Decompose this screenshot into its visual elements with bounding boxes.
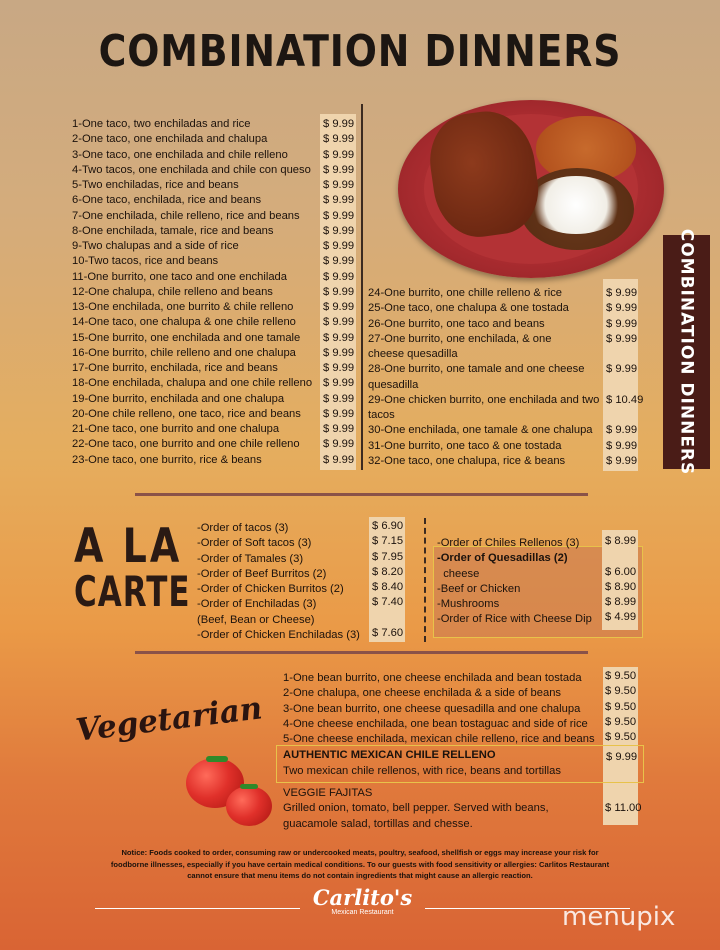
combination-item: 8-One enchilada, tamale, rice and beans: [72, 224, 274, 237]
alacarte-item-label: -Mushrooms: [437, 598, 500, 610]
alacarte-item: [437, 534, 643, 549]
alacarte-item: [197, 611, 409, 626]
veggie-fajitas-title: VEGGIE FAJITAS: [283, 787, 373, 799]
combination-item: 11-One burrito, one taco and one enchilada: [72, 270, 287, 283]
section-divider: [135, 493, 588, 496]
chile-relleno-price: $ 9.99: [606, 751, 638, 763]
combination-item-line: 31-One burrito, one taco & one tostada: [368, 439, 562, 452]
alacarte-item-price: $ 6.00: [605, 565, 637, 578]
vegetarian-item: [283, 700, 643, 715]
alacarte-list-left: [197, 519, 409, 641]
vegetarian-item-label: 5-One cheese enchilada, mexican chile relleno, rice and beans: [283, 733, 595, 745]
combination-item-price: $ 9.99: [323, 407, 355, 420]
notice-line-3: cannot ensure that menu items do not contain ingredients that might cause an allergic reaction.: [187, 871, 533, 880]
alacarte-item-label: -Order of Quesadillas (2): [437, 552, 568, 565]
combination-item: 21-One taco, one burrito and one chalupa: [72, 423, 280, 435]
alacarte-item-label: -Order of Chicken Burritos (2): [197, 583, 344, 595]
alacarte-item: [197, 534, 409, 549]
combination-item-price: $ 9.99: [323, 255, 355, 268]
combination-item-price: $ 9.99: [323, 331, 355, 344]
combination-item: 5-Two enchiladas, rice and beans: [72, 179, 239, 191]
vegetarian-title: Vegetarian: [73, 690, 265, 749]
page-title: COMBINATION DINNERS: [98, 26, 622, 77]
combination-item-price: $ 9.99: [606, 439, 638, 452]
combination-item-line: 24-One burrito, one chille relleno & rice: [368, 287, 563, 299]
alacarte-item-price: $ 8.20: [372, 565, 404, 578]
vegetarian-item-price: $ 9.50: [605, 731, 637, 743]
alacarte-item-price: $ 7.60: [372, 626, 404, 639]
combination-item-price: $ 9.99: [323, 453, 355, 466]
combination-item-price: $ 9.99: [323, 362, 355, 374]
alacarte-item-label: -Order of tacos (3): [197, 522, 289, 534]
combination-prices-left: [320, 117, 358, 468]
menupix-watermark: menupix: [562, 902, 676, 932]
combination-item-price: $ 9.99: [606, 302, 638, 315]
alacarte-item-label: -Order of Chicken Enchiladas (3): [197, 628, 360, 641]
alacarte-item: [197, 565, 409, 580]
notice-line-1: Notice: Foods cooked to order, consuming raw or undercooked meats, poultry, seafood, shellfish or eggs may increase your risk for: [121, 848, 599, 857]
alacarte-item-price: $ 8.99: [605, 535, 637, 547]
combination-item-price: $ 9.99: [323, 301, 355, 313]
vegetarian-item-label: 4-One cheese enchilada, one bean tostaguac and side of rice: [283, 717, 588, 730]
combination-item-price: $ 9.99: [323, 240, 355, 252]
alacarte-item-price: $ 8.99: [605, 596, 637, 608]
vegetarian-item-price: $ 9.50: [605, 670, 637, 682]
alacarte-item: [437, 549, 643, 564]
alacarte-item-price: $ 4.99: [605, 611, 637, 624]
combination-item: 14-One taco, one chalupa & one chile relleno: [72, 316, 296, 329]
alacarte-item-label: (Beef, Bean or Cheese): [197, 613, 315, 626]
vegetarian-list: [283, 669, 643, 745]
section-divider-2: [135, 651, 588, 654]
combination-item: 7-One enchilada, chile relleno, rice and beans: [72, 209, 300, 222]
combination-list-left: [72, 117, 322, 468]
alacarte-item-label: -Order of Enchiladas (3): [197, 598, 317, 611]
alacarte-item-price: $ 7.15: [372, 535, 404, 548]
veggie-fajitas-price: $ 11.00: [605, 802, 642, 814]
combination-item-price: $ 9.99: [323, 316, 355, 329]
alacarte-item-label: -Order of Soft tacos (3): [197, 537, 312, 550]
combination-item: 17-One burrito, enchilada, rice and beans: [72, 362, 278, 374]
restaurant-logo: [300, 885, 425, 916]
alacarte-list-right: [437, 534, 643, 626]
chile-relleno-title: AUTHENTIC MEXICAN CHILE RELLENO: [283, 749, 496, 761]
restaurant-logo-name: Carlito's: [312, 885, 413, 910]
veggie-fajitas-description-2: guacamole salad, tortillas and chesse.: [283, 818, 473, 830]
vegetarian-item-label: 1-One bean burrito, one cheese enchilada and bean tostada: [283, 672, 582, 684]
combination-item-price: $ 9.99: [606, 332, 638, 345]
footer-line-left: [95, 908, 300, 909]
vegetarian-item-price: $ 9.50: [605, 715, 637, 728]
alacarte-logo-line-2: CARTE: [74, 567, 191, 617]
alacarte-item-label: -Order of Tamales (3): [197, 552, 304, 565]
alacarte-item: [197, 580, 409, 595]
vegetarian-item: [283, 715, 643, 730]
combination-item-price: $ 9.99: [606, 424, 638, 437]
alacarte-dashed-divider: [424, 518, 426, 642]
combination-item: 16-One burrito, chile relleno and one chalupa: [72, 346, 296, 359]
combination-item-line: 29-One chicken burrito, one enchilada and two: [368, 393, 600, 406]
vegetarian-item-label: 3-One bean burrito, one cheese quesadilla and one chalupa: [283, 702, 581, 715]
alacarte-item: [197, 519, 409, 534]
vegetarian-item: [283, 730, 643, 745]
combination-item-line: tacos: [368, 409, 395, 421]
combination-item-line: 32-One taco, one chalupa, rice & beans: [368, 454, 566, 467]
combination-item: 18-One enchilada, chalupa and one chile relleno: [72, 377, 313, 390]
alacarte-item-label: -Order of Beef Burritos (2): [197, 567, 327, 580]
chile-relleno-description: Two mexican chile rellenos, with rice, beans and tortillas: [283, 765, 561, 777]
combination-item-price: $ 9.99: [323, 270, 355, 283]
combination-item: [368, 362, 640, 393]
combination-item-price: $ 9.99: [323, 194, 355, 207]
combination-item-line: quesadilla: [368, 378, 419, 391]
combination-item-price: $ 9.99: [323, 148, 355, 161]
alacarte-item-price: $ 6.90: [372, 520, 404, 532]
combination-item-line: 30-One enchilada, one tamale & one chalupa: [368, 424, 593, 437]
alacarte-item-label: -Order of Chiles Rellenos (3): [437, 537, 580, 549]
combination-item: 13-One enchilada, one burrito & chile relleno: [72, 301, 294, 313]
combination-item: [368, 317, 640, 332]
combination-item: 23-One taco, one burrito, rice & beans: [72, 453, 262, 466]
combination-item: [368, 423, 640, 438]
combination-list-right: [368, 286, 644, 469]
combination-item: 22-One taco, one burrito and one chile relleno: [72, 438, 300, 451]
alacarte-item: [437, 580, 643, 595]
combination-item: [368, 332, 640, 363]
combination-item-price: $ 9.99: [323, 209, 355, 222]
combination-item-price: $ 9.99: [323, 285, 355, 298]
combination-item: 4-Two tacos, one enchilada and chile con queso: [72, 163, 311, 176]
allergy-notice: [70, 847, 650, 882]
combination-item-line: cheese quesadilla: [368, 348, 458, 360]
combination-item: 20-One chile relleno, one taco, rice and beans: [72, 407, 301, 420]
combination-item: 1-One taco, two enchiladas and rice: [72, 118, 251, 130]
vegetarian-item-price: $ 9.50: [605, 685, 637, 698]
tomato-stem-icon-2: [240, 784, 258, 789]
alacarte-item: [197, 626, 409, 641]
combination-item-price: $ 9.99: [323, 118, 355, 130]
side-tab-label: COMBINATION DINNERS: [676, 228, 697, 476]
cheese-topping: [528, 176, 624, 234]
combination-item-price: $ 10.49: [606, 393, 644, 406]
combination-item-price: $ 9.99: [323, 438, 355, 451]
alacarte-item-label: -Beef or Chicken: [437, 582, 521, 595]
alacarte-item-price: $ 7.40: [372, 596, 404, 609]
combination-item: 2-One taco, one enchilada and chalupa: [72, 133, 268, 146]
combination-item: [368, 454, 640, 469]
combination-item: 19-One burrito, enchilada and one chalupa: [72, 392, 285, 405]
combination-item-price: $ 9.99: [323, 392, 355, 405]
combination-item: [368, 439, 640, 454]
alacarte-item-price: $ 7.95: [372, 550, 404, 563]
tomato-stem-icon: [206, 756, 228, 762]
vegetarian-item: [283, 669, 643, 684]
veggie-fajitas-description-1: Grilled onion, tomato, bell pepper. Served with beans,: [283, 802, 549, 814]
combination-item-price: $ 9.99: [606, 317, 638, 330]
tomato-icon-2: [226, 786, 272, 826]
column-divider: [361, 104, 363, 470]
combination-item: [368, 301, 640, 316]
alacarte-item: [437, 610, 643, 625]
combination-item-price: $ 9.99: [323, 423, 355, 435]
combination-item: 9-Two chalupas and a side of rice: [72, 240, 239, 252]
combination-item-price: $ 9.99: [606, 454, 638, 467]
alacarte-item-price: $ 8.90: [605, 580, 637, 593]
combination-item: 15-One burrito, one enchilada and one tamale: [72, 331, 301, 344]
combination-item: 10-Two tacos, rice and beans: [72, 255, 219, 268]
alacarte-item-label: -Order of Rice with Cheese Dip: [437, 613, 592, 626]
combination-item-line: 28-One burrito, one tamale and one cheese: [368, 363, 585, 376]
notice-line-2: foodborne illnesses, especially if you have certain medical conditions. To our guests with food sensitivity or allergies: Carlitos Restaurant: [110, 859, 610, 869]
combination-item: 3-One taco, one enchilada and chile relleno: [72, 148, 288, 161]
alacarte-item-label: cheese: [437, 567, 480, 580]
combination-item-price: $ 9.99: [323, 179, 355, 191]
combination-item-price: $ 9.99: [606, 287, 638, 299]
combination-item-price: $ 9.99: [606, 363, 638, 376]
restaurant-logo-subtitle: Mexican Restaurant: [331, 909, 394, 916]
combination-item-line: 26-One burrito, one taco and beans: [368, 317, 545, 330]
combination-item: 12-One chalupa, chile relleno and beans: [72, 285, 273, 298]
vegetarian-item: [283, 684, 643, 699]
combination-item-price: $ 9.99: [323, 133, 355, 146]
combination-item: [368, 393, 644, 424]
vegetarian-item-price: $ 9.50: [605, 700, 637, 713]
alacarte-logo-line-1: A LA: [74, 518, 183, 574]
combination-item-line: 25-One taco, one chalupa & one tostada: [368, 302, 569, 315]
combination-dinners-side-tab: [663, 228, 710, 476]
combination-item-line: 27-One burrito, one enchilada, & one: [368, 332, 552, 345]
combination-item-price: $ 9.99: [323, 377, 355, 390]
combination-item: 6-One taco, enchilada, rice and beans: [72, 194, 262, 207]
alacarte-item-price: $ 8.40: [372, 581, 404, 593]
vegetarian-item-label: 2-One chalupa, one cheese enchilada & a side of beans: [283, 687, 562, 700]
alacarte-item: [437, 565, 643, 580]
combination-item: [368, 286, 640, 301]
alacarte-logo: [74, 518, 191, 617]
alacarte-item: [437, 595, 643, 610]
combination-item-price: $ 9.99: [323, 163, 355, 176]
alacarte-item: [197, 595, 409, 610]
combination-item-price: $ 9.99: [323, 224, 355, 237]
combination-item-price: $ 9.99: [323, 346, 355, 359]
alacarte-item: [197, 550, 409, 565]
